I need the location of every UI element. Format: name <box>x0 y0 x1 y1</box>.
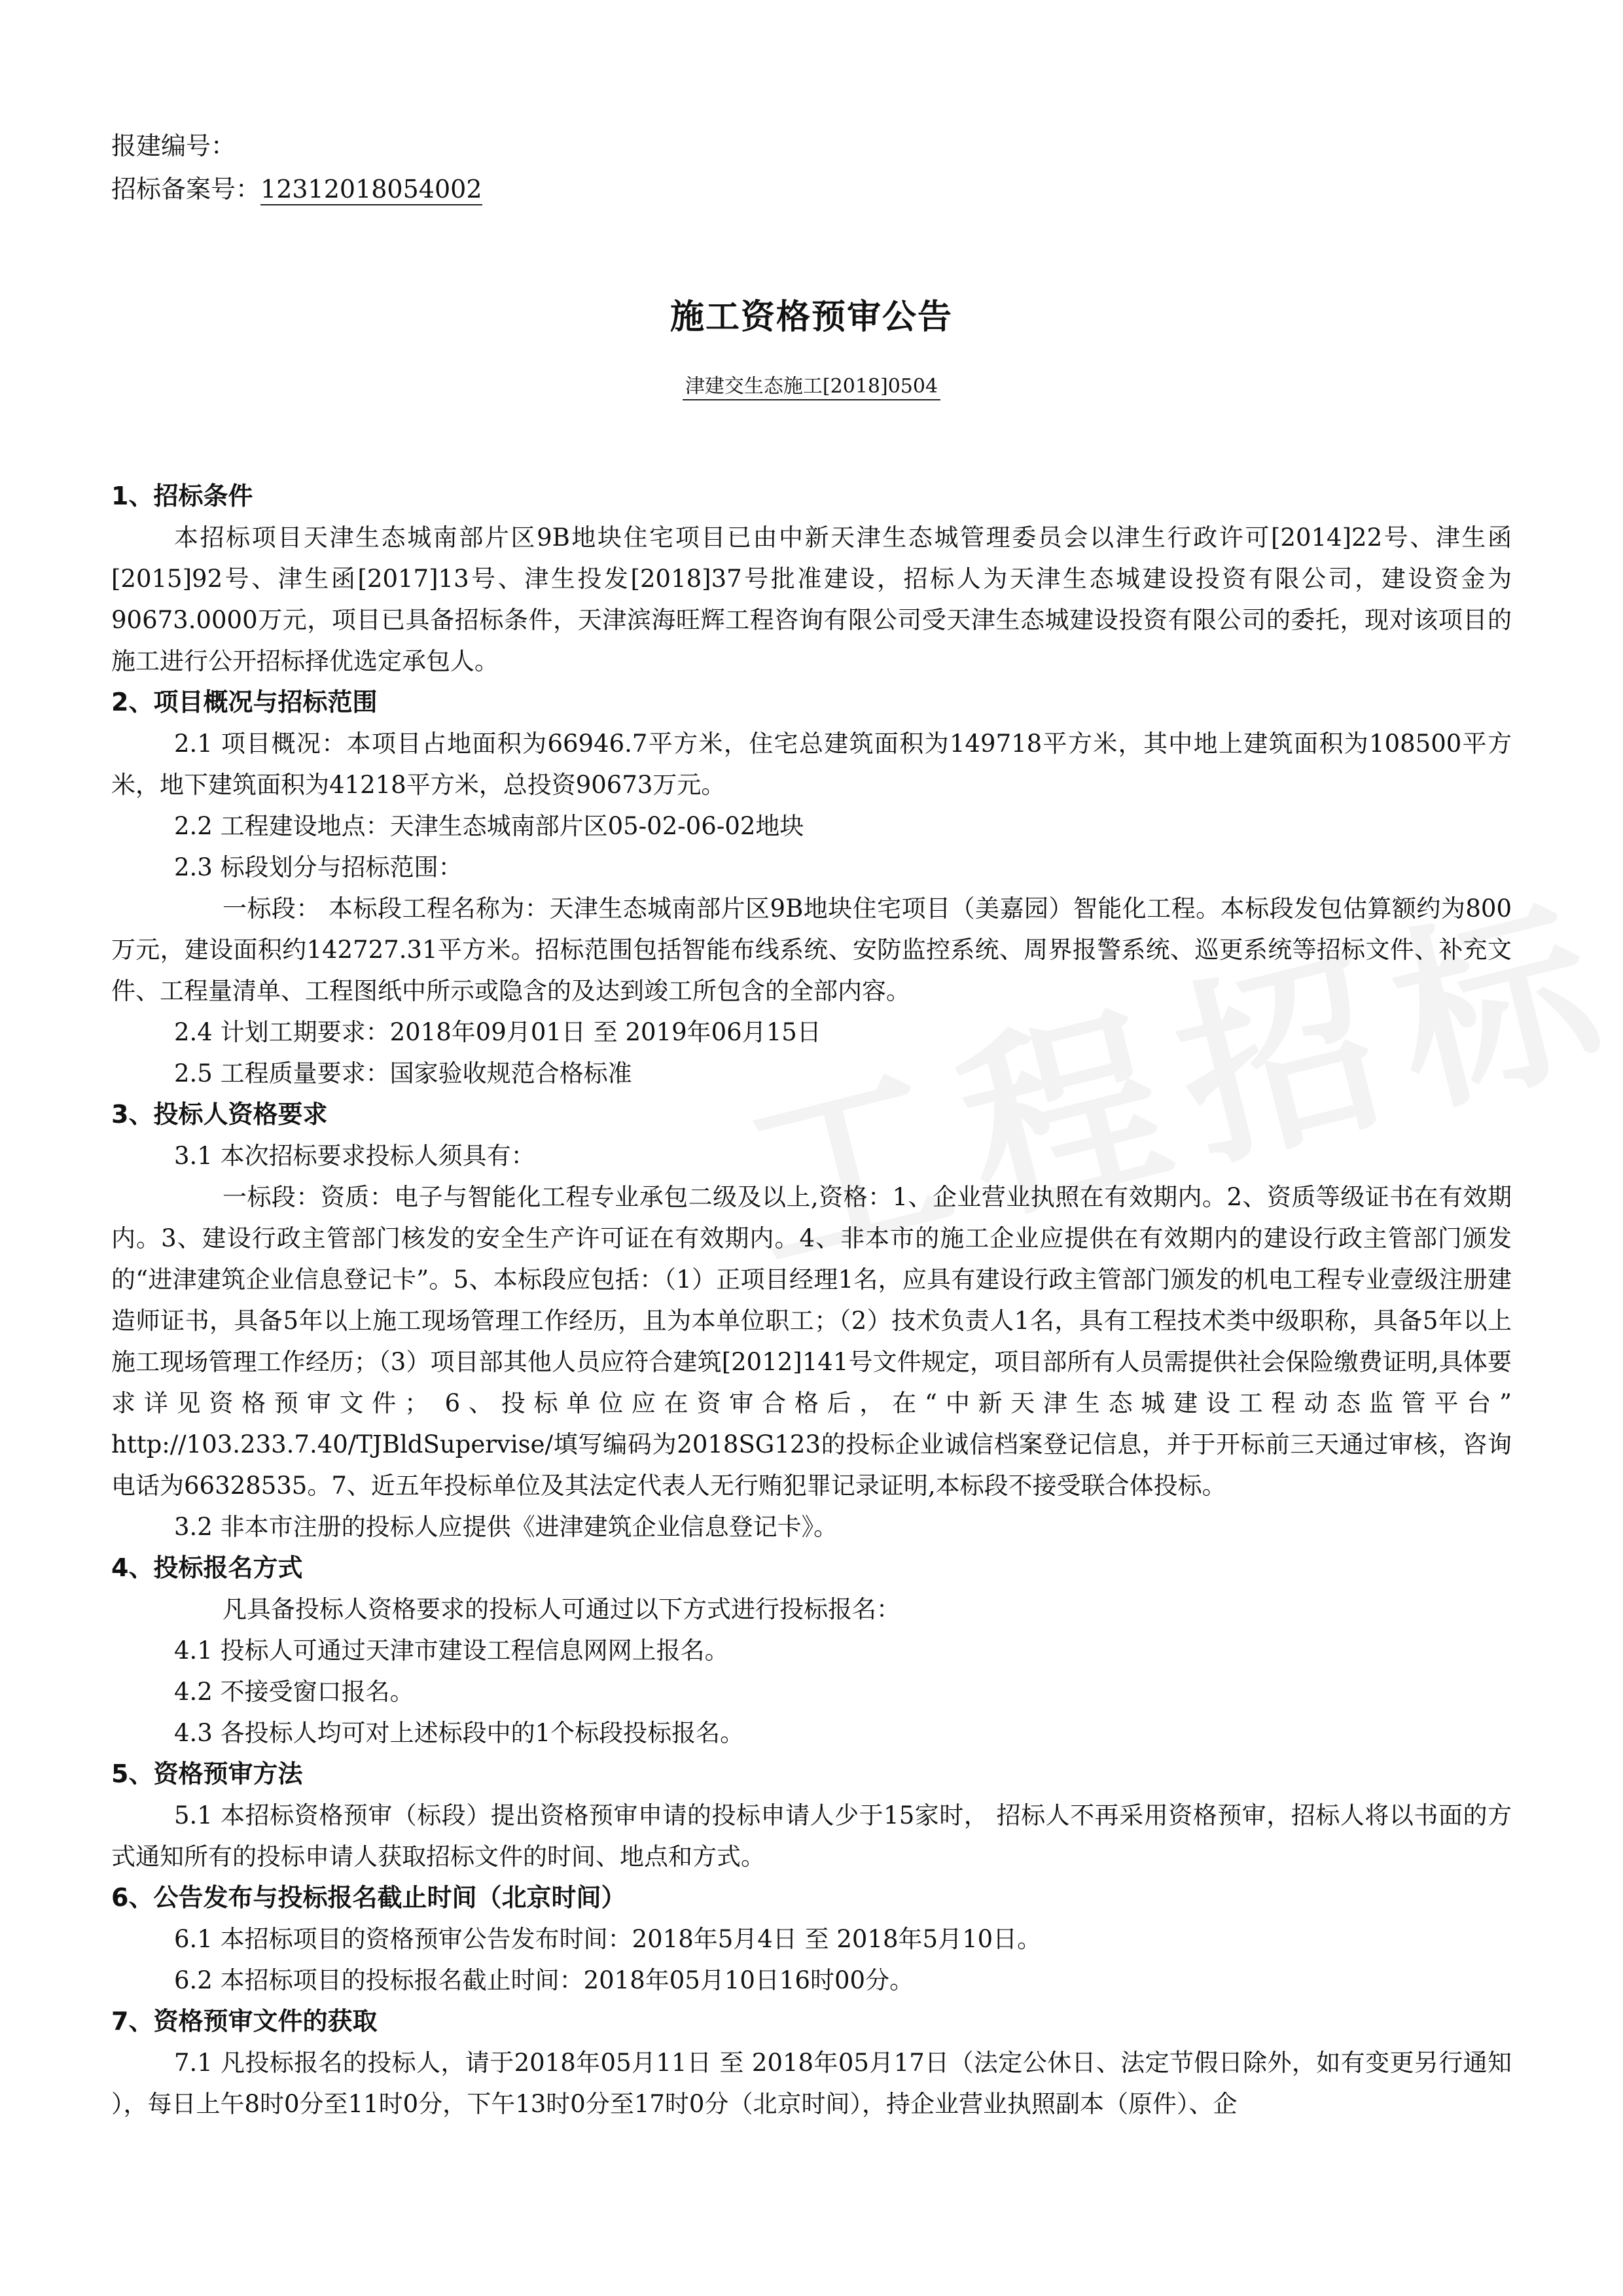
item-3-2: 3.2 非本市注册的投标人应提供《进津建筑企业信息登记卡》。 <box>174 1513 838 1541</box>
section-heading-4: 4、投标报名方式 <box>111 1553 303 1582</box>
section-heading-6: 6、公告发布与投标报名截止时间（北京时间） <box>111 1883 626 1912</box>
item-6-1: 6.1 本招标项目的资格预审公告发布时间：2018年5月4日 至 2018年5月10日。 <box>174 1925 1042 1953</box>
section-heading-1: 1、招标条件 <box>111 482 253 510</box>
item-2-4: 2.4 计划工期要求：2018年09月01日 至 2019年06月15日 <box>174 1018 821 1046</box>
item-2-3-lot-1: 一标段： 本标段工程名称为：天津生态城南部片区9B地块住宅项目（美嘉园）智能化工程。本标段发包估算额约为800万元，建设面积约142727.31平方米。招标范围包括智能布线系统、安防监控系统、周界报警系统、巡更系统等招标文件、补充文件、工程量清单、工程图纸中所示或隐含的及达到竣工所包含的全部内容。 <box>111 894 1512 1005</box>
section-heading-3: 3、投标人资格要求 <box>111 1100 328 1129</box>
section-1-paragraph: 本招标项目天津生态城南部片区9B地块住宅项目已由中新天津生态城管理委员会以津生行政许可[2014]22号、津生函[2015]92号、津生函[2017]13号、津生投发[2018]37号批准建设，招标人为天津生态城建设投资有限公司，建设资金为90673.0000万元，项目已具备招标条件，天津滨海旺辉工程咨询有限公司受天津生态城建设投资有限公司的委托，现对该项目的施工进行公开招标择优选定承包人。 <box>111 523 1512 675</box>
item-5-1: 5.1 本招标资格预审（标段）提出资格预审申请的投标申请人少于15家时， 招标人不再采用资格预审，招标人将以书面的方式通知所有的投标申请人获取招标文件的时间、地点和方式。 <box>111 1801 1512 1871</box>
section-heading-7: 7、资格预审文件的获取 <box>111 2007 378 2036</box>
section-heading-2: 2、项目概况与招标范围 <box>111 688 378 716</box>
notice-page <box>111 124 1512 2125</box>
document-number <box>111 370 1512 398</box>
item-4-2: 4.2 不接受窗口报名。 <box>174 1678 414 1706</box>
document-number-value: 津建交生态施工[2018]0504 <box>683 375 940 400</box>
item-6-2: 6.2 本招标项目的投标报名截止时间：2018年05月10日16时00分。 <box>174 1966 914 1994</box>
item-2-2: 2.2 工程建设地点：天津生态城南部片区05-02-06-02地块 <box>174 812 804 840</box>
section-heading-5: 5、资格预审方法 <box>111 1759 303 1788</box>
record-number-value: 12312018054002 <box>260 175 482 205</box>
item-2-1: 2.1 项目概况：本项目占地面积为66946.7平方米，住宅总建筑面积为149718平方米，其中地上建筑面积为108500平方米，地下建筑面积为41218平方米，总投资90673万元。 <box>111 730 1512 799</box>
item-2-3: 2.3 标段划分与招标范围： <box>174 853 463 881</box>
build-number-line <box>111 124 1512 168</box>
item-3-1-lot-1: 一标段：资质：电子与智能化工程专业承包二级及以上,资格：1、企业营业执照在有效期内。2、资质等级证书在有效期内。3、建设行政主管部门核发的安全生产许可证在有效期内。4、非本市的施工企业应提供在有效期内的建设行政主管部门颁发的“进津建筑企业信息登记卡”。5、本标段应包括：（1）正项目经理1名，应具有建设行政主管部门颁发的机电工程专业壹级注册建造师证书，具备5年以上施工现场管理工作经历，且为本单位职工；（2）技术负责人1名，具有工程技术类中级职称，具备5年以上施工现场管理工作经历；（3）项目部其他人员应符合建筑[2012]141号文件规定，项目部所有人员需提供社会保险缴费证明,具体要求详见资格预审文件； 6、投标单位应在资审合格后，在“中新天津生态城建设工程动态监管平台” http://103.233.7.40/TJBldSupervise/填写编码为2018SG123的投标企业诚信档案登记信息，并于开标前三天通过审核，咨询电话为66328535。7、近五年投标单位及其法定代表人无行贿犯罪记录证明,本标段不接受联合体投标。 <box>111 1183 1512 1500</box>
item-4-1: 4.1 投标人可通过天津市建设工程信息网网上报名。 <box>174 1636 729 1665</box>
record-number-line <box>111 168 1512 211</box>
item-7-1: 7.1 凡投标报名的投标人，请于2018年05月11日 至 2018年05月17日（法定公休日、法定节假日除外，如有变更另行通知 ），每日上午8时0分至11时0分，下午13时0分至17时0分（北京时间），持企业营业执照副本（原件）、企 <box>111 2049 1512 2118</box>
item-2-5: 2.5 工程质量要求：国家验收规范合格标准 <box>174 1059 632 1087</box>
item-4-3: 4.3 各投标人均可对上述标段中的1个标段投标报名。 <box>174 1719 745 1747</box>
page-title: 施工资格预审公告 <box>669 298 953 337</box>
record-number-label: 招标备案号： <box>111 175 261 203</box>
section-4-intro: 凡具备投标人资格要求的投标人可通过以下方式进行投标报名： <box>223 1595 901 1623</box>
item-3-1: 3.1 本次招标要求投标人须具有： <box>174 1142 535 1170</box>
build-number-label: 报建编号： <box>111 132 236 160</box>
